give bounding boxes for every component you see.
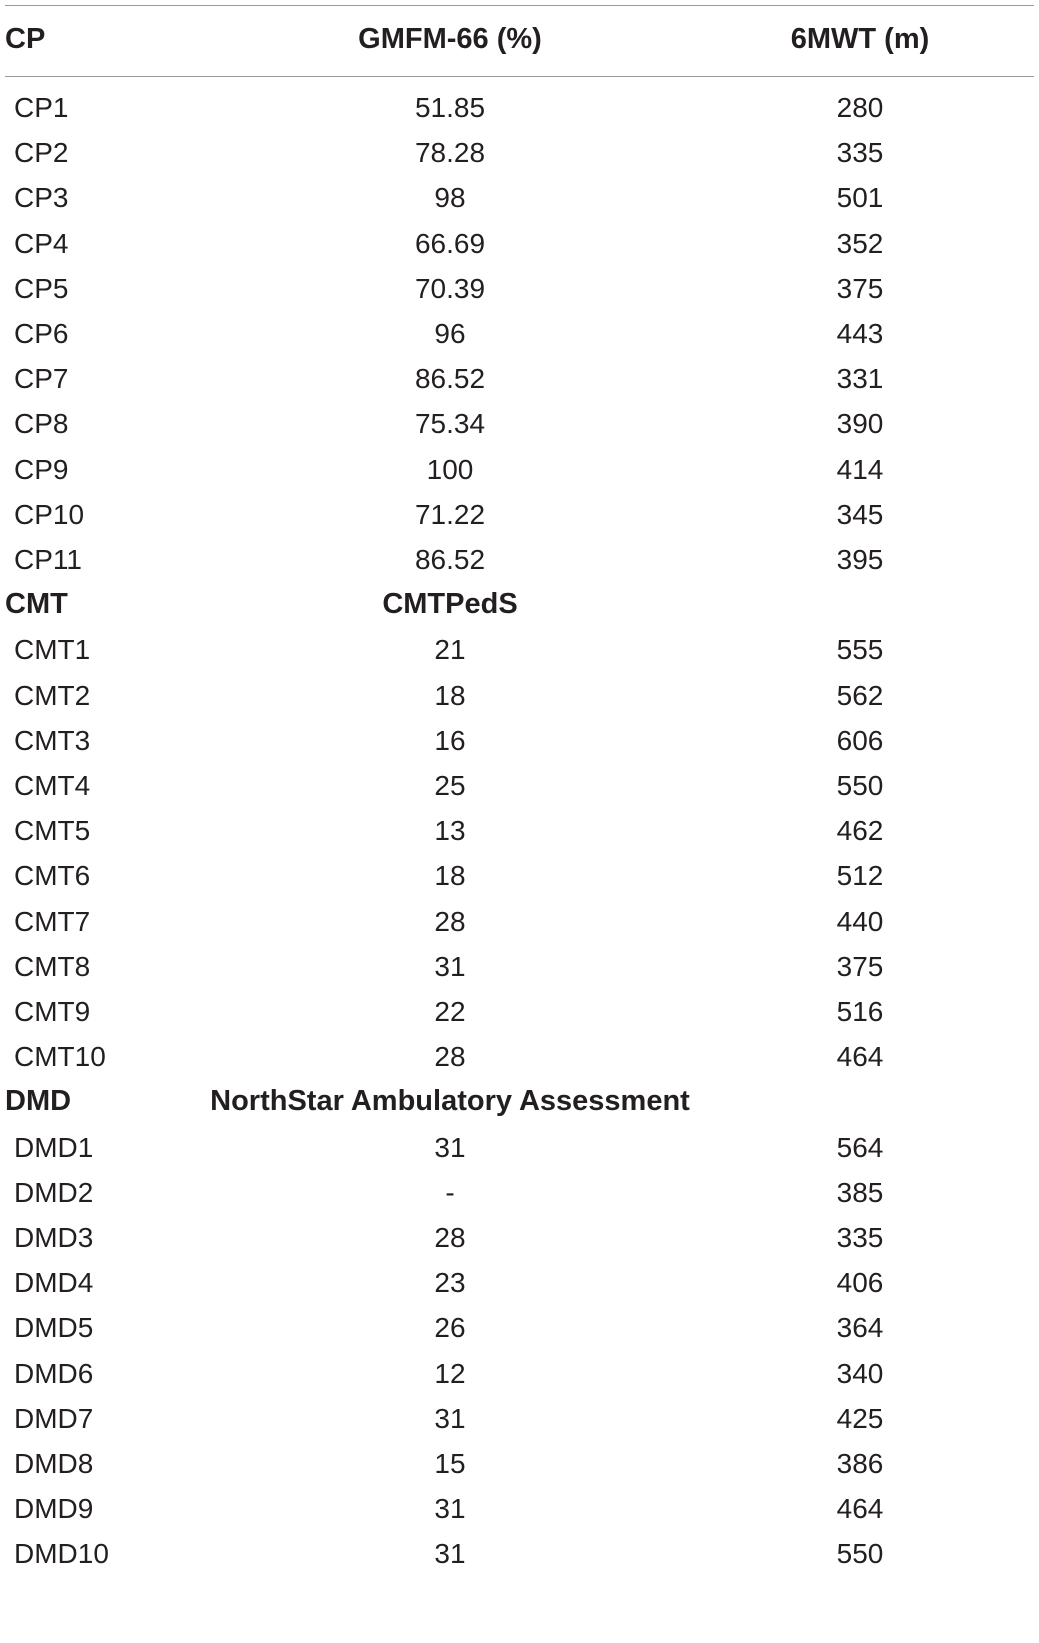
six-mwt-value: 375: [836, 950, 884, 982]
patient-id: DMD3: [14, 1222, 94, 1253]
patient-id: DMD6: [14, 1357, 94, 1389]
patient-id: CMT5: [14, 815, 91, 847]
patient-id: CP8: [14, 408, 69, 440]
patient-id: CMT7: [14, 905, 91, 937]
score-value: 98: [434, 182, 466, 214]
patient-id: CP1: [14, 92, 69, 123]
score-value: 28: [434, 905, 466, 937]
patient-id: CMT6: [14, 860, 91, 892]
patient-id: DMD10: [14, 1538, 109, 1570]
table-row: [0, 491, 1039, 538]
six-mwt-value: 375: [836, 272, 884, 304]
score-value: 21: [434, 634, 466, 666]
six-mwt-value: 606: [836, 724, 884, 756]
table-row: [0, 1530, 1039, 1577]
patient-id: CP2: [14, 137, 69, 169]
score-value: 12: [434, 1357, 466, 1389]
score-value: 31: [434, 950, 466, 982]
header-row: [0, 16, 1039, 63]
patient-id: DMD9: [14, 1493, 94, 1525]
patient-id: DMD8: [14, 1448, 94, 1479]
score-value: 78.28: [414, 137, 486, 169]
six-mwt-value: 280: [836, 92, 884, 123]
score-value: 86.52: [414, 544, 486, 575]
six-mwt-value: 364: [836, 1312, 884, 1344]
six-mwt-value: 440: [836, 905, 884, 937]
score-value: 70.39: [414, 272, 486, 304]
table-row: [0, 943, 1039, 990]
group-measure: NorthStar Ambulatory Assessment: [210, 1085, 690, 1118]
six-mwt-value: 340: [836, 1357, 884, 1389]
six-mwt-value: 443: [836, 318, 884, 349]
table-row: [0, 129, 1039, 176]
table-row: [0, 988, 1039, 1035]
six-mwt-value: 564: [836, 1131, 884, 1163]
six-mwt-value: 345: [836, 498, 884, 530]
group-header-row: [0, 581, 1039, 628]
header-6mwt: 6MWT (m): [790, 23, 930, 55]
patient-id: DMD2: [14, 1176, 94, 1208]
score-value: 28: [434, 1041, 466, 1073]
table-row: [0, 807, 1039, 854]
six-mwt-value: 335: [836, 1222, 884, 1253]
six-mwt-value: 464: [836, 1041, 884, 1073]
table-row: [0, 174, 1039, 221]
six-mwt-value: 385: [836, 1176, 884, 1208]
score-value: 51.85: [414, 92, 486, 123]
six-mwt-value: 395: [836, 544, 884, 575]
patient-id: CMT3: [14, 724, 91, 756]
patient-id: DMD4: [14, 1267, 94, 1299]
patient-id: CP5: [14, 272, 69, 304]
table-row: [0, 898, 1039, 945]
score-value: 22: [434, 996, 466, 1027]
patient-id: CMT2: [14, 679, 91, 711]
score-value: 28: [434, 1222, 466, 1253]
patient-id: DMD5: [14, 1312, 94, 1344]
header-rule: [5, 76, 1034, 77]
six-mwt-value: 550: [836, 770, 884, 801]
six-mwt-value: 390: [836, 408, 884, 440]
patient-id: CP4: [14, 227, 69, 259]
score-value: 15: [434, 1448, 466, 1479]
six-mwt-value: 562: [836, 679, 884, 711]
score-value: 71.22: [414, 498, 486, 530]
patient-id: CMT9: [14, 996, 91, 1027]
header-score: GMFM-66 (%): [358, 23, 542, 55]
score-value: 75.34: [414, 408, 486, 440]
six-mwt-value: 462: [836, 815, 884, 847]
group-header-row: [0, 1078, 1039, 1125]
score-value: 16: [434, 724, 466, 756]
patient-id: CP11: [14, 544, 82, 575]
table-row: [0, 84, 1039, 131]
table-row: [0, 1169, 1039, 1216]
score-value: 23: [434, 1267, 466, 1299]
score-value: 18: [434, 860, 466, 892]
table-row: [0, 310, 1039, 357]
patient-id: DMD7: [14, 1402, 94, 1434]
table-row: [0, 852, 1039, 899]
table-row: [0, 1124, 1039, 1171]
six-mwt-value: 512: [836, 860, 884, 892]
table-row: [0, 1214, 1039, 1261]
table-row: [0, 1485, 1039, 1532]
score-value: 18: [434, 679, 466, 711]
table-row: [0, 536, 1039, 583]
six-mwt-value: 414: [836, 453, 884, 485]
patient-id: CMT4: [14, 770, 91, 801]
six-mwt-value: 406: [836, 1267, 884, 1299]
table-row: [0, 1395, 1039, 1442]
table-row: [0, 265, 1039, 312]
score-value: 13: [434, 815, 466, 847]
table-row: [0, 1033, 1039, 1080]
table-row: [0, 762, 1039, 809]
score-value: 31: [434, 1538, 466, 1570]
six-mwt-value: 555: [836, 634, 884, 666]
score-value: -: [445, 1176, 455, 1208]
score-value: 66.69: [414, 227, 486, 259]
table-row: [0, 1440, 1039, 1487]
six-mwt-value: 335: [836, 137, 884, 169]
six-mwt-value: 550: [836, 1538, 884, 1570]
six-mwt-value: 386: [836, 1448, 884, 1479]
patient-id: DMD1: [14, 1131, 94, 1163]
table-row: [0, 1259, 1039, 1306]
table-row: [0, 1350, 1039, 1397]
score-value: 100: [426, 453, 474, 485]
six-mwt-value: 352: [836, 227, 884, 259]
table-row: [0, 1304, 1039, 1351]
patient-id: CP6: [14, 318, 69, 349]
score-value: 86.52: [414, 363, 486, 395]
table-row: [0, 717, 1039, 764]
group-measure: CMTPedS: [382, 588, 518, 621]
group-name: DMD: [5, 1085, 72, 1118]
six-mwt-value: 501: [836, 182, 884, 214]
patient-id: CMT1: [14, 634, 91, 666]
table-row: [0, 446, 1039, 493]
patient-id: CP9: [14, 453, 69, 485]
score-value: 31: [434, 1402, 466, 1434]
patient-id: CP10: [14, 498, 85, 530]
score-value: 31: [434, 1493, 466, 1525]
table-row: [0, 672, 1039, 719]
score-value: 31: [434, 1131, 466, 1163]
top-rule: [5, 5, 1034, 6]
six-mwt-value: 464: [836, 1493, 884, 1525]
table-row: [0, 626, 1039, 673]
score-value: 25: [434, 770, 466, 801]
group-name: CMT: [5, 588, 68, 621]
six-mwt-value: 331: [836, 363, 884, 395]
patient-id: CMT8: [14, 950, 91, 982]
table-row: [0, 355, 1039, 402]
patient-id: CP3: [14, 182, 69, 214]
six-mwt-value: 516: [836, 996, 884, 1027]
table-row: [0, 400, 1039, 447]
six-mwt-value: 425: [836, 1402, 884, 1434]
patient-id: CP7: [14, 363, 69, 395]
score-value: 26: [434, 1312, 466, 1344]
patient-id: CMT10: [14, 1041, 106, 1073]
header-group: CP: [5, 23, 46, 55]
score-value: 96: [434, 318, 466, 349]
table-row: [0, 220, 1039, 267]
